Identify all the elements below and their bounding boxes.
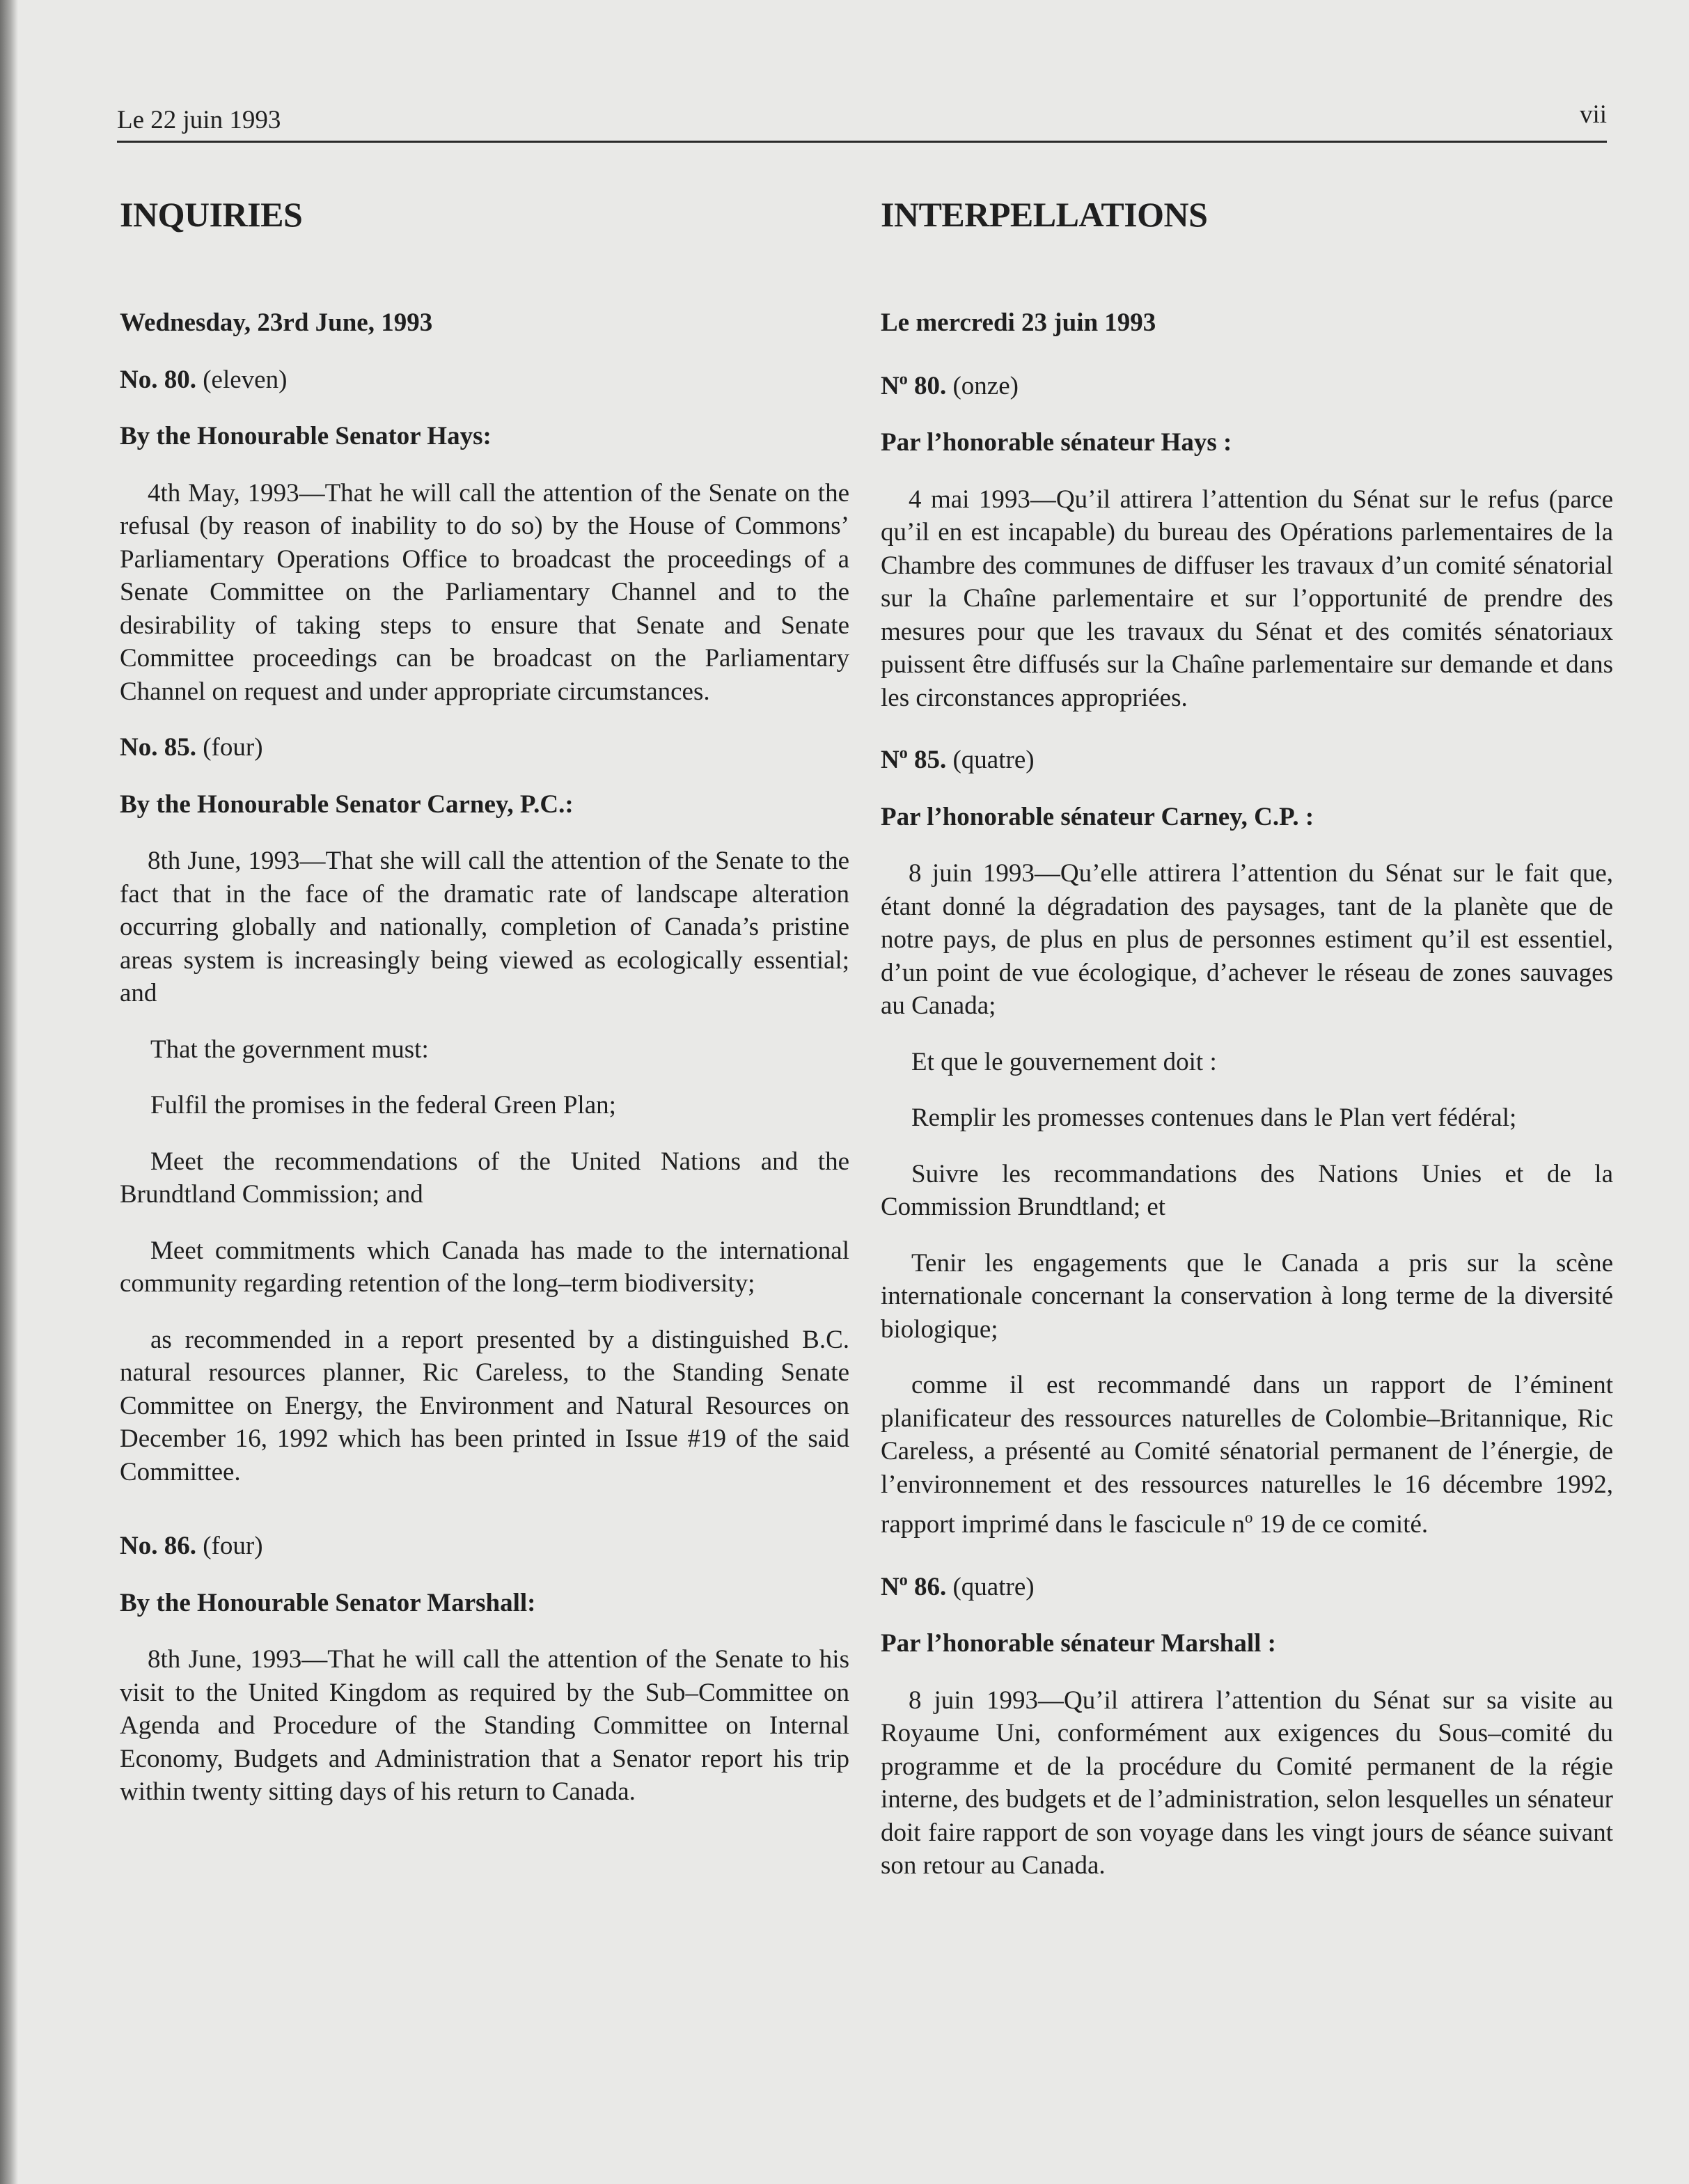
number-superscript: o xyxy=(899,370,908,388)
inquiry-number-86 xyxy=(120,1530,849,1563)
interpellation-number: 80. xyxy=(907,371,947,400)
inquiry-number: No. 80. xyxy=(120,365,196,394)
inquiry-paragraph: That the government must: xyxy=(150,1035,429,1064)
paragraph-text-end: 19 de ce comité. xyxy=(1252,1510,1429,1539)
interpellation-paragraph: Remplir les promesses contenues dans le Plan vert fédéral; xyxy=(911,1103,1517,1132)
inquiry-count: (eleven) xyxy=(203,365,288,394)
interpellation-sponsor: Par l’honorable sénateur Carney, C.P. : xyxy=(881,802,1314,831)
number-prefix: N xyxy=(881,1572,900,1601)
sitting-date: Le mercredi 23 juin 1993 xyxy=(881,308,1156,337)
binding-shadow xyxy=(0,0,18,2184)
inquiry-sponsor: By the Honourable Senator Hays: xyxy=(120,422,492,450)
interpellations-heading: INTERPELLATIONS xyxy=(881,195,1208,234)
interpellation-count: (quatre) xyxy=(952,746,1035,774)
french-column xyxy=(881,194,1613,1906)
interpellation-paragraph: Et que le gouvernement doit : xyxy=(911,1047,1217,1076)
interpellation-number-86 xyxy=(881,1564,1613,1604)
inquiry-paragraph: as recommended in a report presented by a distinguished B.C. natural resources planner, Ric Careless, to the Standing Senate Committee on Energy, the Environment and Natural Resources on December 16, 1992 which has been printed in Issue #19 of the said Committee. xyxy=(120,1325,849,1486)
interpellation-count: (quatre) xyxy=(952,1572,1035,1601)
paragraph-text: comme il est recommandé dans un rapport de l’éminent planificateur des ressources naturelles de Colombie–Britannique, Ric Careless, a présenté au Comité sénatorial permanent de l’énergie, de l’environnement et des ressources naturelles le 16 décembre 1992, rapport imprimé dans le fascicule n xyxy=(881,1371,1613,1539)
inquiry-paragraph: Meet the recommendations of the United Nations and the Brundtland Commission; and xyxy=(120,1147,849,1209)
number-superscript: o xyxy=(899,1571,908,1589)
inquiry-sponsor: By the Honourable Senator Marshall: xyxy=(120,1588,536,1617)
interpellation-text: 8 juin 1993—Qu’il attirera l’attention du Sénat sur sa visite au Royaume Uni, conformément aux exigences du Sous–comité du programme et de la procédure du Comité permanent de la régie interne, des budgets et de l’administration, selon lesquelles un sénateur doit faire rapport de son voyage dans les vingt jours de séance suivant son retour au Canada. xyxy=(881,1686,1613,1880)
interpellation-paragraph: Suivre les recommandations des Nations Unies et de la Commission Brundtland; et xyxy=(881,1159,1613,1221)
superscript: o xyxy=(1244,1509,1253,1526)
inquiry-text: 8th June, 1993—That he will call the attention of the Senate to his visit to the United Kingdom as required by the Sub–Committee on Agenda and Procedure of the Standing Committee on Internal Economy, Budgets and Administration that a Senator report his trip within twenty sitting days of his return to Canada. xyxy=(120,1645,849,1806)
number-prefix: N xyxy=(881,371,900,400)
interpellation-number-85 xyxy=(881,737,1613,777)
interpellation-paragraph: Tenir les engagements que le Canada a pris sur la scène internationale concernant la conservation à long terme de la diversité biologique; xyxy=(881,1248,1613,1344)
english-column xyxy=(120,194,849,1832)
page-header xyxy=(117,100,1607,143)
inquiry-paragraph: Meet commitments which Canada has made to the international community regarding retention of the long–term biodiversity; xyxy=(120,1236,849,1298)
page-number: vii xyxy=(1579,100,1607,129)
interpellation-number: 85. xyxy=(907,746,947,774)
spacer xyxy=(120,1511,849,1530)
inquiry-text: 4th May, 1993—That he will call the attention of the Senate on the refusal (by reason of inability to do so) by the House of Commons’ Parliamentary Operations Office to broadcast the proceedings of a Senate Committee on the Parliamentary Channel and to the desirability of taking steps to ensure that Senate and Senate Committee proceedings can be broadcast on the Parliamentary Channel on request and under appropriate circumstances. xyxy=(120,478,849,706)
interpellation-number: 86. xyxy=(907,1572,947,1601)
interpellation-text: 8 juin 1993—Qu’elle attirera l’attention du Sénat sur le fait que, étant donné la dégradation des paysages, tant de la planète que de notre pays, de plus en plus de personnes estiment qu’il est essentiel, d’un point de vue écologique, d’achever le réseau de zones sauvages au Canada; xyxy=(881,859,1613,1020)
interpellation-count: (onze) xyxy=(952,371,1019,400)
inquiry-text: 8th June, 1993—That she will call the attention of the Senate to the fact that in the face of the dramatic rate of landscape alteration occurring globally and nationally, completion of Canada’s pristine areas system is increasingly being viewed as ecologically essential; and xyxy=(120,847,849,1007)
number-superscript: o xyxy=(899,744,908,762)
interpellation-sponsor: Par l’honorable sénateur Hays : xyxy=(881,428,1232,457)
interpellation-text: 4 mai 1993—Qu’il attirera l’attention du Sénat sur le refus (parce qu’il en est incapable) du bureau des Opérations parlementaires de la Chambre des communes de diffuser les travaux d’un comité sénatorial sur la Chaîne parlementaire et sur l’opportunité de prendre des mesures pour que les travaux du Sénat et des comités sénatoriaux puissent être diffusés sur la Chaîne parlementaire sur demande et dans les circonstances appropriées. xyxy=(881,485,1613,712)
inquiries-heading: INQUIRIES xyxy=(120,195,303,234)
inquiry-number-85 xyxy=(120,731,849,764)
number-prefix: N xyxy=(881,746,900,774)
inquiry-count: (four) xyxy=(203,733,263,762)
interpellation-number-80 xyxy=(881,363,1613,403)
inquiry-number: No. 85. xyxy=(120,733,196,762)
inquiry-sponsor: By the Honourable Senator Carney, P.C.: xyxy=(120,789,574,819)
interpellation-paragraph xyxy=(881,1369,1613,1541)
inquiry-number-80 xyxy=(120,363,849,397)
inquiry-number: No. 86. xyxy=(120,1532,196,1560)
inquiry-count: (four) xyxy=(203,1532,263,1560)
header-date: Le 22 juin 1993 xyxy=(117,106,281,134)
inquiry-paragraph: Fulfil the promises in the federal Green Plan; xyxy=(150,1091,616,1120)
sitting-date: Wednesday, 23rd June, 1993 xyxy=(120,308,433,337)
interpellation-sponsor: Par l’honorable sénateur Marshall : xyxy=(881,1629,1276,1658)
